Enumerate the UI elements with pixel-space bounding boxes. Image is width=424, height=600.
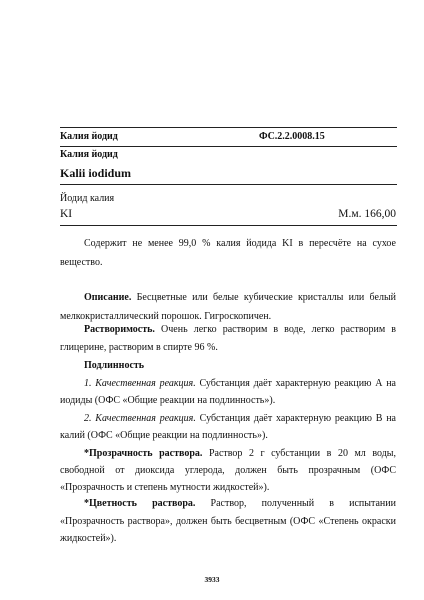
name-russian: Калия йодид (60, 149, 118, 160)
paragraph-line: вещество. (60, 257, 103, 268)
solubility-paragraph (60, 321, 396, 357)
assay-paragraph (60, 234, 396, 272)
formula-rule (60, 225, 397, 226)
color-paragraph (60, 495, 396, 548)
paragraph-line: глицерине, растворим в спирте 96 %. (60, 342, 218, 353)
paragraph-line: иодиды (ОФС «Общие реакции на подлинность»). (60, 395, 276, 406)
solubility-label: Растворимость. (84, 324, 155, 335)
name-latin: Kalii iodidum (60, 166, 132, 180)
paragraph-line (60, 321, 396, 339)
formula-row (60, 206, 396, 222)
test-label: 1. Качественная реакция. (84, 378, 196, 389)
solubility-text: Очень легко растворим в воде, легко растворим в (161, 324, 397, 335)
paragraph-line: свободной от диоксида углерода, должен быть прозрачным (ОФС (60, 465, 396, 476)
clarity-text: Раствор 2 г субстанции в 20 мл воды, (208, 448, 396, 459)
monograph-title: Калия йодид (60, 131, 118, 142)
test-label: 2. Качественная реакция. (84, 413, 196, 424)
paragraph-line (60, 410, 396, 427)
paragraph-line (60, 375, 396, 392)
identification-heading: Подлинность (84, 360, 145, 371)
description-label: Описание. (84, 292, 132, 303)
clarity-label: *Прозрачность раствора. (84, 448, 203, 459)
test-text: Субстанция даёт характерную реакцию А на (199, 378, 396, 389)
name-synonym: Йодид калия (60, 193, 115, 204)
page-number: 3933 (204, 575, 220, 584)
identification-test-1 (60, 375, 396, 409)
color-label: *Цветность раствора. (84, 498, 196, 509)
identification-test-2 (60, 410, 396, 444)
monograph-header (60, 130, 396, 144)
monograph-code: ФС.2.2.0008.15 (259, 131, 325, 142)
paragraph-line (60, 445, 396, 462)
header-top-rule (60, 127, 397, 128)
molar-mass: М.м. 166,00 (338, 208, 396, 220)
names-rule (60, 184, 397, 185)
header-bottom-rule (60, 146, 397, 147)
test-text: Субстанция даёт характерную реакцию В на (199, 413, 396, 424)
paragraph-line: калий (ОФС «Общие реакции на подлинность»). (60, 430, 268, 441)
paragraph-line: мелкокристаллический порошок. Гигроскопичен. (60, 311, 272, 322)
paragraph-line (60, 288, 396, 307)
paragraph-line: «Прозрачность и степень мутности жидкостей»). (60, 482, 270, 493)
description-text: Бесцветные или белые кубические кристаллы или белый (136, 292, 397, 303)
color-text: Раствор, полученный в испытании (210, 498, 396, 509)
paragraph-line: «Прозрачность раствора», должен быть бесцветным (ОФС «Степень окраски (60, 515, 396, 527)
paragraph-line (60, 495, 396, 513)
clarity-paragraph (60, 445, 396, 496)
chemical-formula: KI (60, 208, 73, 220)
paragraph-line: жидкостей»). (60, 533, 117, 544)
paragraph-line: Содержит не менее 99,0 % калия йодида KI в пересчёте на сухое (84, 238, 396, 249)
